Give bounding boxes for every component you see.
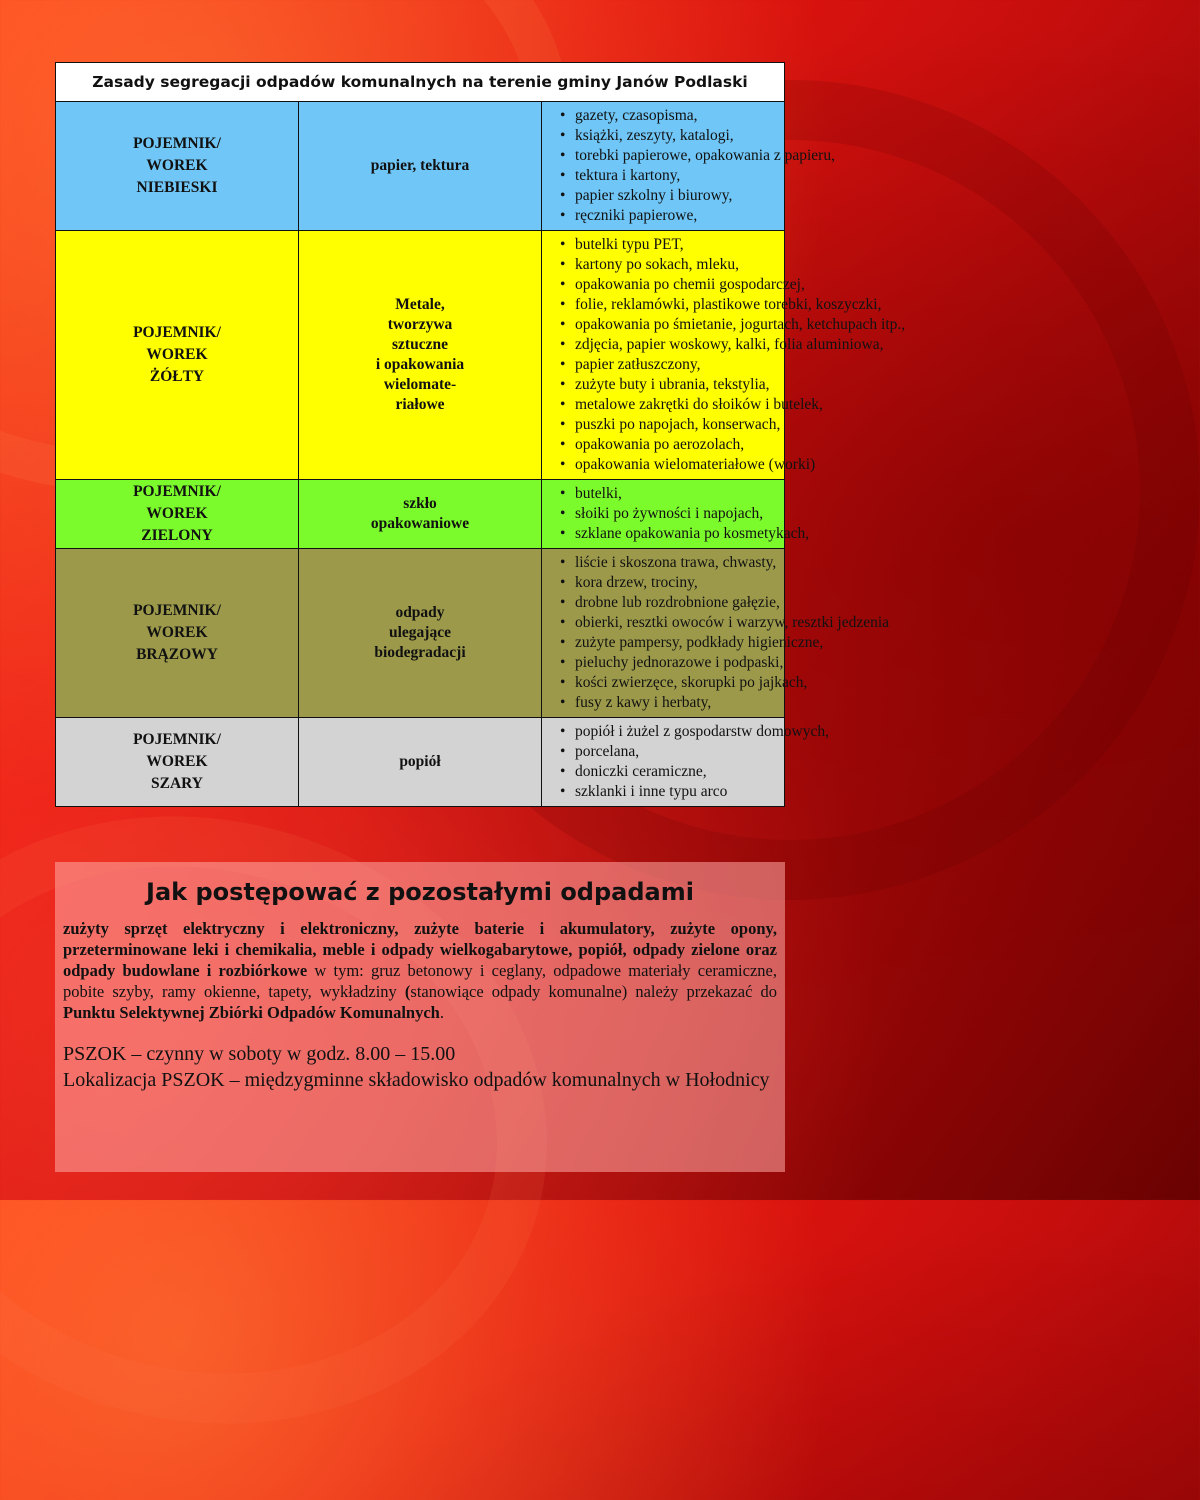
list-item: • szklanki i inne typu arco: [560, 782, 778, 802]
list-item: • fusy z kawy i herbaty,: [560, 693, 778, 713]
material-line: opakowaniowe: [370, 515, 470, 532]
material-line: odpady: [395, 604, 445, 621]
items-list: [542, 102, 835, 230]
material-cell: [299, 102, 542, 231]
material-line: sztuczne: [392, 336, 448, 353]
pszok-location: Lokalizacja PSZOK – międzygminne składowisko odpadów komunalnych w Hołodnicy: [63, 1069, 770, 1091]
material-line: wielomate-: [383, 376, 457, 393]
list-item: • zużyte buty i ubrania, tekstylia,: [560, 375, 778, 395]
bin-name-cell: [56, 102, 299, 231]
bin-name-line: WOREK: [146, 753, 208, 770]
list-item: • metalowe zakrętki do słoików i butelek,: [560, 395, 778, 415]
material-cell: [299, 549, 542, 718]
list-item: • książki, zeszyty, katalogi,: [560, 126, 778, 146]
segregation-table: [55, 62, 906, 807]
table-row: [56, 231, 785, 480]
list-item: • torebki papierowe, opakowania z papieru,: [560, 146, 778, 166]
list-item: • słoiki po żywności i napojach,: [560, 504, 778, 524]
table-row: [56, 718, 785, 807]
material-line: riałowe: [395, 396, 445, 413]
info-bold-intro: zużyty sprzęt elektryczny i elektroniczny, zużyte baterie i akumulatory, zużyte opony, przeterminowane leki i chemikalia, meble i odpady wielkogabarytowe, popiół, odpady zielone oraz odpady budowlane i rozbiórkowe: [63, 919, 777, 980]
material-line: ulegające: [389, 624, 451, 641]
list-item: • popiół i żużel z gospodarstw domowych,: [560, 722, 778, 742]
material-line: papier, tektura: [370, 157, 470, 174]
bin-name-line: ŻÓŁTY: [149, 368, 205, 385]
table-title: Zasady segregacji odpadów komunalnych na terenie gminy Janów Podlaski: [56, 63, 785, 102]
bin-name-line: WOREK: [146, 505, 208, 522]
material-line: tworzywa: [387, 316, 453, 333]
items-list: [542, 231, 906, 479]
info-box: [55, 862, 785, 1172]
bin-name-cell: [56, 231, 299, 480]
list-item: • papier zatłuszczony,: [560, 355, 778, 375]
list-item: • gazety, czasopisma,: [560, 106, 778, 126]
list-item: • zużyte pampersy, podkłady higieniczne,: [560, 633, 778, 653]
items-cell: [542, 102, 835, 231]
material-cell: [299, 231, 542, 480]
list-item: • butelki typu PET,: [560, 235, 778, 255]
material-line: popiół: [399, 753, 441, 770]
items-list: [542, 480, 810, 548]
list-item: • doniczki ceramiczne,: [560, 762, 778, 782]
items-cell: [542, 231, 906, 480]
list-item: • zdjęcia, papier woskowy, kalki, folia aluminiowa,: [560, 335, 778, 355]
table-title-row: [56, 63, 785, 102]
material-line: Metale,: [395, 296, 445, 313]
bin-name-cell: [56, 480, 299, 549]
bin-name-cell: [56, 718, 299, 807]
list-item: • kora drzew, trociny,: [560, 573, 778, 593]
list-item: • porcelana,: [560, 742, 778, 762]
list-item: • tektura i kartony,: [560, 166, 778, 186]
material-cell: [299, 480, 542, 549]
info-text-after-paren: stanowiące odpady komunalne) należy przekazać do: [410, 982, 777, 1001]
bin-name-line: SZARY: [151, 775, 203, 792]
list-item: • opakowania po chemii gospodarczej,: [560, 275, 778, 295]
list-item: • papier szkolny i biurowy,: [560, 186, 778, 206]
bin-name-line: WOREK: [146, 346, 208, 363]
list-item: • butelki,: [560, 484, 778, 504]
list-item: • liście i skoszona trawa, chwasty,: [560, 553, 778, 573]
list-item: • opakowania po aerozolach,: [560, 435, 778, 455]
info-period: .: [439, 1003, 444, 1022]
material-line: i opakowania: [375, 356, 465, 373]
list-item: • ręczniki papierowe,: [560, 206, 778, 226]
items-cell: [542, 549, 890, 718]
bin-name-line: POJEMNIK/: [133, 324, 221, 341]
list-item: • opakowania wielomateriałowe (worki): [560, 455, 778, 475]
items-list: [542, 718, 829, 806]
bin-name-line: POJEMNIK/: [133, 602, 221, 619]
material-cell: [299, 718, 542, 807]
list-item: • puszki po napojach, konserwach,: [560, 415, 778, 435]
items-cell: [542, 480, 810, 549]
bin-name-line: BRĄZOWY: [136, 646, 218, 663]
list-item: • folie, reklamówki, plastikowe torebki, koszyczki,: [560, 295, 778, 315]
list-item: • drobne lub rozdrobnione gałęzie,: [560, 593, 778, 613]
items-cell: [542, 718, 829, 807]
bin-name-line: ZIELONY: [141, 527, 213, 544]
list-item: • opakowania po śmietanie, jogurtach, ketchupach itp.,: [560, 315, 778, 335]
info-paren: (: [404, 982, 411, 1001]
bin-name-line: POJEMNIK/: [133, 135, 221, 152]
list-item: • pieluchy jednorazowe i podpaski,: [560, 653, 778, 673]
items-list: [542, 549, 890, 717]
bin-name-line: POJEMNIK/: [133, 483, 221, 500]
list-item: • szklane opakowania po kosmetykach,: [560, 524, 778, 544]
bin-name-line: NIEBIESKI: [136, 179, 218, 196]
info-paragraph: [63, 918, 777, 1023]
info-text-mid: w tym: gruz betonowy i ceglany, odpadowe materiały ceramiczne, pobite szyby, ramy okienne, tapety, wykładziny: [63, 961, 777, 1001]
material-line: biodegradacji: [374, 644, 466, 661]
list-item: • obierki, resztki owoców i warzyw, resztki jedzenia: [560, 613, 778, 633]
table-row: [56, 480, 785, 549]
list-item: • kości zwierzęce, skorupki po jajkach,: [560, 673, 778, 693]
bin-name-cell: [56, 549, 299, 718]
bin-name-line: WOREK: [146, 157, 208, 174]
info-heading: Jak postępować z pozostałymi odpadami: [146, 878, 694, 906]
bin-name-line: POJEMNIK/: [133, 731, 221, 748]
table-row: [56, 102, 785, 231]
material-line: szkło: [403, 495, 437, 512]
info-bold-target: Punktu Selektywnej Zbiórki Odpadów Komunalnych: [63, 1003, 440, 1022]
bin-name-line: WOREK: [146, 624, 208, 641]
pszok-hours: PSZOK – czynny w soboty w godz. 8.00 – 15.00: [63, 1043, 456, 1065]
list-item: • kartony po sokach, mleku,: [560, 255, 778, 275]
table-row: [56, 549, 785, 718]
